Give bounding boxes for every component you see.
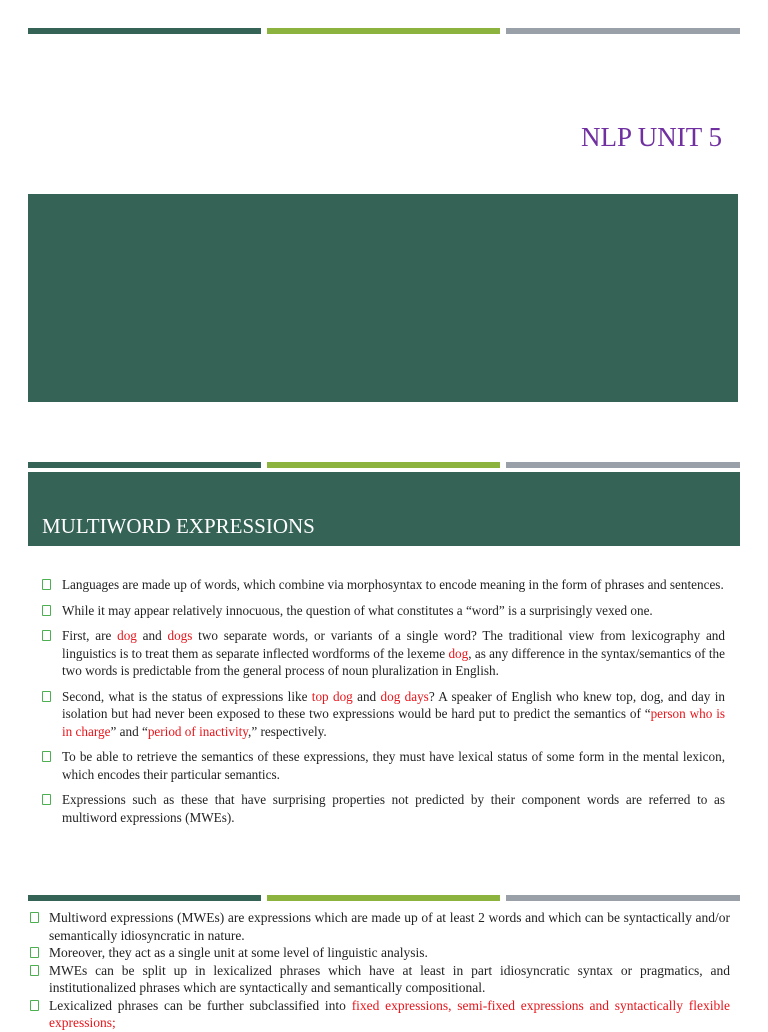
section-header — [28, 472, 740, 546]
bullet-item — [0, 576, 768, 594]
bullet-text: Expressions such as these that have surprising properties not predicted by their component words are referred to as multiword expressions (MWEs). — [62, 792, 725, 825]
bullet-item — [0, 791, 768, 826]
slide3-stripe-gray — [506, 895, 740, 901]
bullet-marker-icon — [30, 965, 39, 976]
bullet-text: two separate words, or variants of a single word? The traditional view from lexicography and linguistics is to treat them as separate inflected wordforms of the lexeme — [62, 628, 725, 661]
bullet-marker-icon — [42, 691, 51, 702]
bullet-marker-icon — [30, 1000, 39, 1011]
slide2-stripe-gray — [506, 462, 740, 468]
bullet-text: To be able to retrieve the semantics of these expressions, they must have lexical status of some form in the mental lexicon, which encodes their particular semantics. — [62, 749, 725, 782]
bullet-text: ” and “ — [110, 723, 148, 739]
bullet-item — [0, 748, 768, 783]
slide2-stripe-dark — [28, 462, 261, 468]
highlighted-term: dog days — [380, 688, 429, 704]
bullet-item — [0, 997, 768, 1032]
bullet-list-2 — [0, 909, 768, 1032]
bullet-text: Multiword expressions (MWEs) are expressions which are made up of at least 2 words and which can be syntactically and/or semantically idiosyncratic in nature. — [49, 910, 730, 943]
highlighted-term: dog — [117, 628, 137, 643]
top-stripe-gray — [506, 28, 740, 34]
bullet-text: Second, what is the status of expressions like — [62, 688, 312, 704]
highlighted-term: dog — [448, 645, 469, 661]
bullet-list — [0, 576, 768, 834]
bullet-text: Moreover, they act as a single unit at some level of linguistic analysis. — [49, 945, 428, 960]
highlighted-term: dogs — [167, 628, 193, 643]
bullet-text: , as any difference in the syntax/semantics of the two words is predictable from the general process of noun pluralization in English. — [62, 645, 726, 678]
bullet-text: and — [352, 688, 381, 704]
bullet-item — [0, 909, 768, 944]
title-panel — [28, 194, 738, 402]
bullet-text: First, are — [62, 628, 118, 643]
bullet-item — [0, 962, 768, 997]
bullet-item — [0, 688, 768, 741]
top-stripe-dark — [28, 28, 261, 34]
bullet-text: Lexicalized phrases can be further subclassified into — [49, 997, 352, 1013]
bullet-text: and — [136, 628, 168, 643]
slide3-stripe-dark — [28, 895, 261, 901]
bullet-marker-icon — [42, 751, 51, 762]
slide3-stripe-light — [267, 895, 500, 901]
bullet-item — [0, 627, 768, 680]
bullet-marker-icon — [42, 630, 51, 641]
bullet-marker-icon — [42, 605, 51, 616]
highlighted-term: fixed expressions, semi-fixed expressions and syntactically flexible expressions; — [49, 997, 730, 1030]
slide2-stripe-light — [267, 462, 500, 468]
slide-title: NLP UNIT 5 — [581, 122, 722, 152]
bullet-text: While it may appear relatively innocuous, the question of what constitutes a “word” is a surprisingly vexed one. — [62, 602, 653, 618]
bullet-marker-icon — [42, 579, 51, 590]
section-title: MULTIWORD EXPRESSIONS — [42, 514, 315, 538]
highlighted-term: period of inactivity — [147, 723, 249, 739]
bullet-item — [0, 602, 768, 620]
bullet-item — [0, 944, 768, 962]
bullet-text: ? A speaker of English who knew top, dog, and day in isolation but had never been exposed to these two expressions would be hard put to predict the semantics of “ — [62, 688, 725, 721]
bullet-marker-icon — [30, 912, 39, 923]
bullet-text: MWEs can be split up in lexicalized phrases which have at least in part idiosyncratic syntax or pragmatics, and institutionalized phrases which are syntactically and semantically compositional. — [49, 962, 730, 995]
highlighted-term: top dog — [311, 688, 353, 704]
highlighted-term: person who is in charge — [62, 706, 725, 739]
bullet-text: ,” respectively. — [248, 723, 327, 739]
bullet-marker-icon — [42, 794, 51, 805]
bullet-marker-icon — [30, 947, 39, 958]
top-stripe-light — [267, 28, 500, 34]
bullet-text: Languages are made up of words, which combine via morphosyntax to encode meaning in the form of phrases and sentences. — [62, 577, 724, 592]
